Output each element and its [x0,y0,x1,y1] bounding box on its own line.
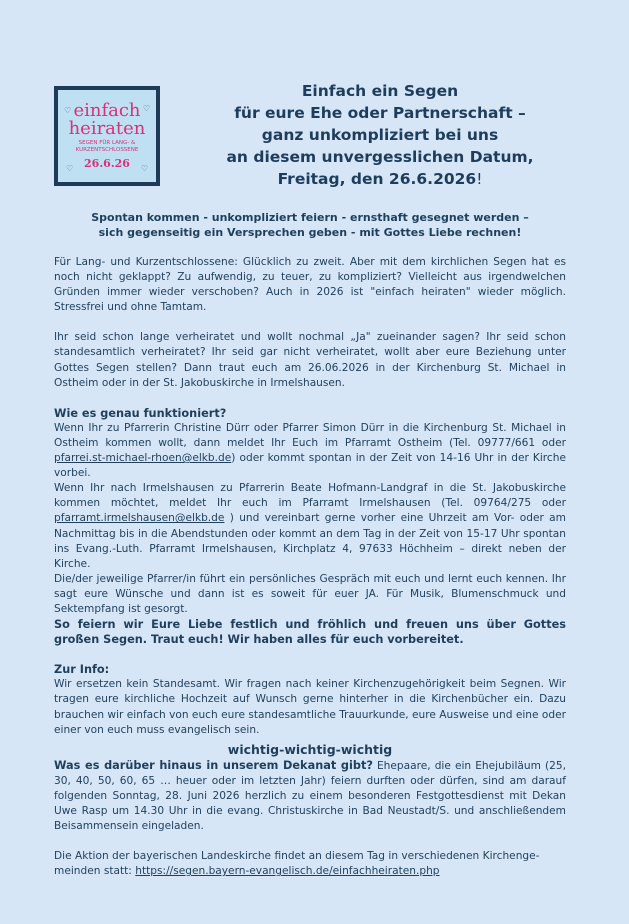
email-link-irmelshausen[interactable]: pfarramt.irmelshausen@elkb.de [54,512,225,525]
title-line: für eure Ehe oder Partnerschaft – [234,104,526,122]
title-line: Freitag, den 26.6.2026! [277,170,483,188]
logo-subline-2: KURZENTSCHLOSSENE [75,147,139,153]
heart-icon: ♡ [142,104,150,113]
celebration-paragraph: So feiern wir Eure Liebe festlich und fröhlich und freuen uns über Gottes großen Segen. Traut euch! Wir haben alles für euch vorbereitet. [54,618,566,647]
logo [54,86,160,186]
logo-subline-1: SEGEN FÜR LANG- & [78,140,136,146]
important-heading: wichtig-wichtig-wichtig [227,741,393,757]
how-paragraph-conversation: Die/der jeweilige Pfarrer/in führt ein persönliches Gespräch mit euch und lernt euch kennen. Ihr sagt eure Wünsche und dann ist es soweit für euer JA. Für Musik, Blumenschmuck und Sektempfang ist gesorgt. [54,572,566,615]
footer-paragraph: Die Aktion der bayerischen Landeskirche findet an diesem Tag in verschiedenen Kirchenge-meinden statt: https://segen.bayern-evangelisch.de/einfachheiraten.php [54,850,540,878]
heart-icon: ♡ [64,106,72,115]
logo-text-einfach: einfach [73,100,141,121]
subtitle-line: sich gegenseitig ein Versprechen geben - mit Gottes Liebe rechnen! [98,226,522,239]
how-heading: Wie es genau funktioniert? [54,406,227,420]
email-link-ostheim[interactable]: pfarrei.st-michael-rhoen@elkb.de [54,452,232,465]
title-line: Einfach ein Segen [301,82,459,100]
heart-icon: ♡ [140,164,148,173]
page-title [195,80,565,190]
logo-text-heiraten: heiraten [68,118,146,139]
title-line: an diesem unvergesslichen Datum, [226,148,534,166]
second-paragraph: Ihr seid schon lange verheiratet und wollt nochmal „Ja" zueinander sagen? Ihr seid schon standesamtlich verheiratet? Ihr seid gar nicht verheiratet, wollt aber eure Beziehung unter Gottes Segen stellen? Dann traut euch am 26.06.2026 in der Kirchenburg St. Michael in Ostheim oder in der St. Jakobuskirche in Irmelshausen. [54,331,566,389]
title-line: ganz unkompliziert bei uns [261,126,499,144]
how-paragraph-irmelshausen: Wenn Ihr nach Irmelshausen zu Pfarrerin Beate Hofmann-Landgraf in die St. Jakobuskirche kommen möchtet, meldet Ihr euch im Pfarramt Irmelshausen (Tel. 09764/275 oder pfarramt.irmelshausen@elkb.de ) und vereinbart gerne vorher eine Uhrzeit am Vor- oder am Nachmittag bis in die Abendstunden oder kommt an dem Tag in der Zeit von 15-17 Uhr spontan ins Evang.-Luth. Pfarramt Irmelshausen, Kirchplatz 4, 97633 Höchheim – direkt neben der Kirche. [54,482,566,570]
subtitle [54,210,566,240]
body-text [54,255,566,879]
important-paragraph: Was es darüber hinaus in unserem Dekanat gibt? Ehepaare, die ein Ehejubiläum (25, 30, 40, 50, 60, 65 … heuer oder im letzten Jahr) feiern durften oder dürfen, sind am darauf folgenden Sonntag, 28. Juni 2026 herzlich zu einem besonderen Festgottesdienst mit Dekan Uwe Rasp um 14.30 Uhr in die evang. Christuskirche in Bad Neustadt/S. und anschließendem Beisammensein eingeladen. [54,758,566,833]
subtitle-line: Spontan kommen - unkompliziert feiern - ernsthaft gesegnet werden – [91,211,529,224]
info-paragraph: Wir ersetzen kein Standesamt. Wir fragen nach keiner Kirchenzugehörigkeit beim Segnen. Wir tragen eure kirchliche Hochzeit auf Wunsch gerne hinterher in die Kirchenbücher ein. Dazu brauchen wir einfach von euch eure standesamtliche Trauurkunde, eure Ausweise und eine oder einer von euch muss evangelisch sein. [54,678,566,736]
logo-date: 26.6.26 [84,157,130,170]
heart-icon: ♡ [66,164,74,173]
info-heading: Zur Info: [54,663,110,677]
how-paragraph-ostheim: Wenn Ihr zu Pfarrerin Christine Dürr oder Pfarrer Simon Dürr in die Kirchenburg St. Michael in Ostheim kommen wollt, dann meldet Ihr Euch im Pfarramt Ostheim (Tel. 09777/661 oder pfarrei.st-michael-rhoen@elkb.de) oder kommt spontan in der Zeit von 14-16 Uhr in der Kirche vorbei. [54,421,566,480]
intro-paragraph: Für Lang- und Kurzentschlossene: Glücklich zu zweit. Aber mit dem kirchlichen Segen hat es noch nicht geklappt? Zu aufwendig, zu teuer, zu kompliziert? Vielleicht aus irgendwelchen Gründen immer wieder verschoben? Auch in 2026 ist "einfach heiraten" wieder möglich. Stressfrei und ohne Tamtam. [54,256,566,314]
campaign-url-link[interactable]: https://segen.bayern-evangelisch.de/einfachheiraten.php [135,865,440,878]
